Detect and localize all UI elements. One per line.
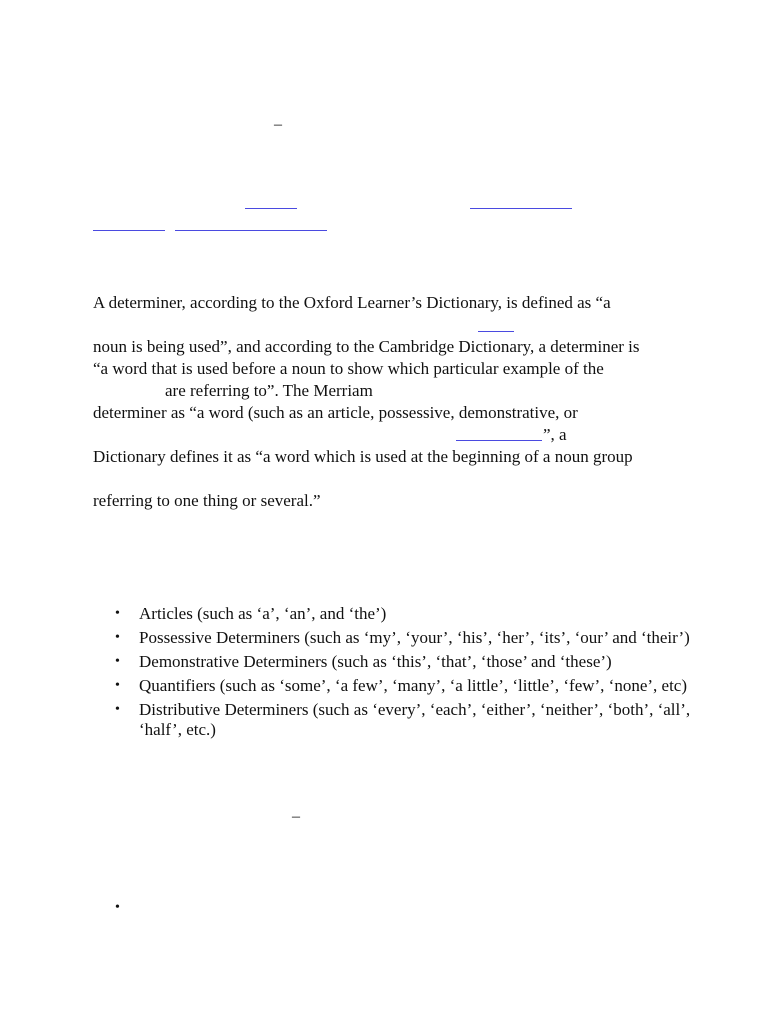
hyperlink-underline[interactable]	[245, 208, 297, 209]
bullet-icon: •	[115, 900, 120, 915]
dash-mark: –	[274, 116, 282, 133]
hyperlink-underline[interactable]	[175, 230, 327, 231]
list-item	[115, 676, 695, 696]
bullet-icon: •	[115, 606, 120, 621]
bullet-icon: •	[115, 678, 120, 693]
paragraph-line: “a word that is used before a noun to show which particular example of the	[93, 359, 604, 378]
paragraph-line: Dictionary defines it as “a word which is used at the beginning of a noun group	[93, 447, 633, 466]
list-item-text: Quantifiers (such as ‘some’, ‘a few’, ‘many’, ‘a little’, ‘little’, ‘few’, ‘none’, etc)	[139, 676, 688, 695]
list-item-text: Articles (such as ‘a’, ‘an’, and ‘the’)	[139, 604, 387, 623]
dash-mark: –	[292, 808, 300, 825]
determiner-types-list	[115, 604, 695, 744]
paragraph-line: ”, a	[543, 425, 567, 444]
list-item	[115, 628, 695, 648]
paragraph-line: noun is being used”, and according to the Cambridge Dictionary, a determiner is	[93, 337, 640, 356]
list-item	[115, 700, 695, 740]
hyperlink-underline[interactable]	[470, 208, 572, 209]
list-item-text: Demonstrative Determiners (such as ‘this’, ‘that’, ‘those’ and ‘these’)	[139, 652, 612, 671]
hyperlink-underline[interactable]	[478, 331, 514, 332]
paragraph-line: referring to one thing or several.”	[93, 491, 321, 510]
list-item	[115, 604, 695, 624]
list-item	[115, 652, 695, 672]
bullet-icon: •	[115, 702, 120, 717]
bullet-icon: •	[115, 654, 120, 669]
paragraph-line: determiner as “a word (such as an article, possessive, demonstrative, or	[93, 403, 578, 422]
paragraph-line: are referring to”. The Merriam	[165, 381, 373, 400]
hyperlink-underline[interactable]	[93, 230, 165, 231]
hyperlink-underline[interactable]	[456, 440, 542, 441]
list-item-text: Distributive Determiners (such as ‘every’, ‘each’, ‘either’, ‘neither’, ‘both’, ‘all’, ‘half’, etc.)	[139, 700, 691, 739]
list-item-text: Possessive Determiners (such as ‘my’, ‘your’, ‘his’, ‘her’, ‘its’, ‘our’ and ‘their’)	[139, 628, 690, 647]
bullet-icon: •	[115, 630, 120, 645]
paragraph-line: A determiner, according to the Oxford Learner’s Dictionary, is defined as “a	[93, 293, 611, 312]
